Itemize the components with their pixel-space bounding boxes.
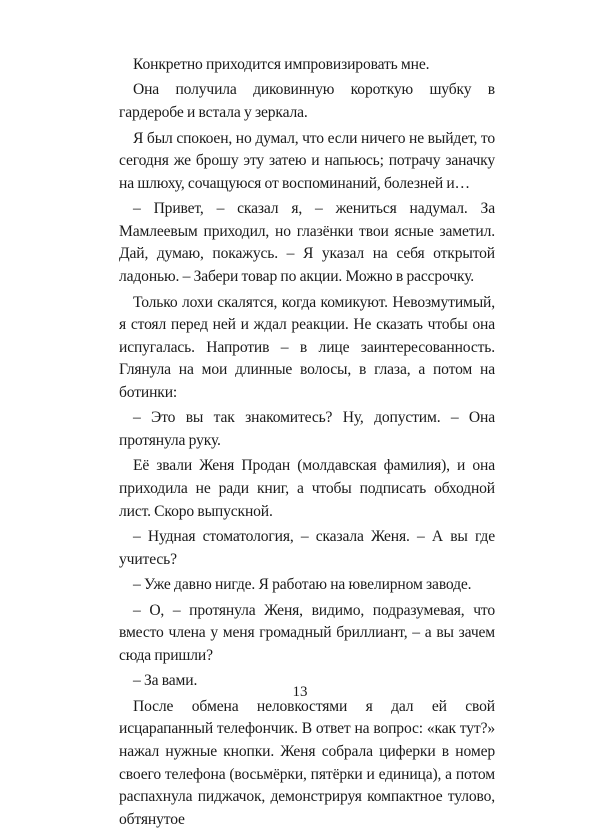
book-page-text <box>119 54 495 831</box>
paragraph: – За вами. <box>133 672 198 690</box>
paragraph: – Уже давно нигде. Я работаю на ювелирном заводе. <box>133 576 472 594</box>
paragraph: Конкретно приходится импровизировать мне. <box>133 56 430 73</box>
paragraph: После обмена неловкостями я дал ей свой исцарапанный телефончик. В ответ на вопрос: «как тут?» нажал нужные кнопки. Женя собрала циферки в номер своего телефона (восьмёрки, пятёрки и единица), а потом распахнула пиджачок, демонстрируя компактное тулово, обтянутое <box>119 697 495 828</box>
paragraph: Я был спокоен, но думал, что если ничего не выйдет, то сегодня же брошу эту затею и напьюсь; потрачу заначку на шлюху, сочащуюся от воспоминаний, болезней и… <box>119 129 495 192</box>
paragraph: – О, – протянула Женя, видимо, подразумевая, что вместо члена у меня громадный бриллиант, – а вы зачем сюда пришли? <box>119 601 495 664</box>
paragraph: Только лохи скалятся, когда комикуют. Невозмутимый, я стоял перед ней и ждал реакции. Не сказать чтобы она испугалась. Напротив – в лице заинтересованность. Глянула на мои длинные волосы, в глаза, а потом на ботинки: <box>119 293 495 401</box>
paragraph: Она получила диковинную короткую шубку в гардеробе и встала у зеркала. <box>119 81 495 122</box>
paragraph: – Нудная стоматология, – сказала Женя. – А вы где учитесь? <box>119 528 495 568</box>
paragraph: Её звали Женя Продан (молдавская фамилия), и она приходила не ради книг, а чтобы подписать обходной лист. Скоро выпускной. <box>119 457 495 520</box>
paragraph: – Это вы так знакомитесь? Ну, допустим. – Она протянула руку. <box>119 409 495 449</box>
page-number: 13 <box>292 684 308 700</box>
paragraph: – Привет, – сказал я, – жениться надумал. За Мамлеевым приходил, но глазёнки твои ясные заметил. Дай, думаю, покажусь. – Я указал на себя открытой ладонью. – Забери товар по акции. Можно в рассрочку. <box>119 200 495 286</box>
